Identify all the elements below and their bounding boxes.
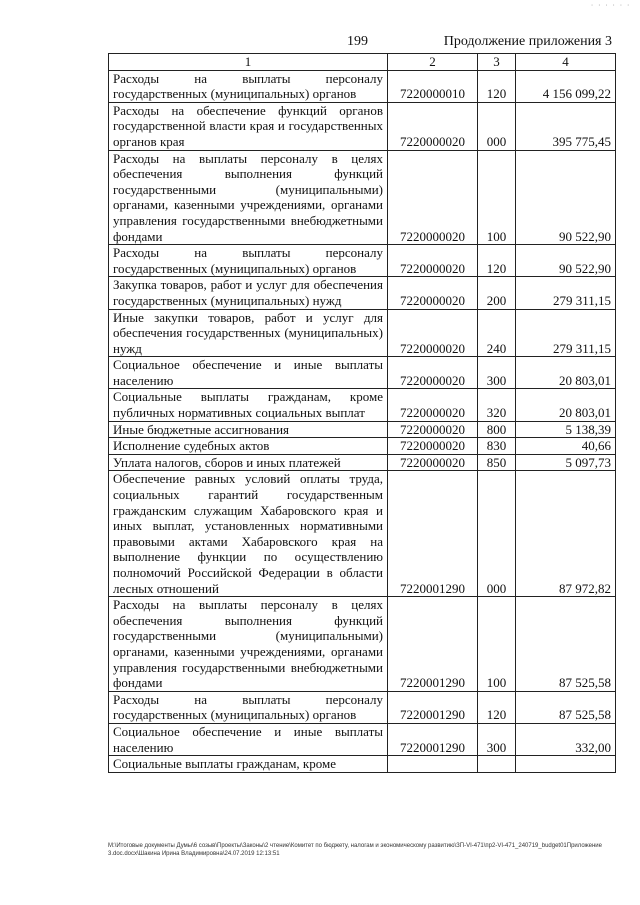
row-amount-cell — [516, 756, 616, 773]
table-row — [109, 102, 616, 150]
table-row — [109, 70, 616, 102]
row-type-cell: 800 — [478, 421, 516, 438]
row-amount-cell: 40,66 — [516, 438, 616, 455]
row-type-cell: 000 — [478, 102, 516, 150]
table-row — [109, 421, 616, 438]
row-type-cell: 120 — [478, 691, 516, 723]
row-code-cell: 7220000020 — [388, 389, 478, 421]
column-header-3: 3 — [478, 54, 516, 71]
row-code-cell — [388, 756, 478, 773]
row-amount-cell: 90 522,90 — [516, 150, 616, 245]
row-type-cell: 000 — [478, 471, 516, 597]
row-type-cell: 300 — [478, 723, 516, 755]
row-amount-cell: 332,00 — [516, 723, 616, 755]
budget-table — [108, 53, 616, 773]
row-type-cell: 320 — [478, 389, 516, 421]
row-amount-cell: 279 311,15 — [516, 277, 616, 309]
table-row — [109, 597, 616, 692]
row-code-cell: 7220000020 — [388, 454, 478, 471]
table-row — [109, 454, 616, 471]
row-name-cell: Расходы на выплаты персоналу в целях обеспечения выполнения функций государственными (муниципальными) органами, казенными учреждениями, органами управления государственными внебюджетными фондами — [109, 597, 388, 692]
column-header-1: 1 — [109, 54, 388, 71]
row-code-cell: 7220000020 — [388, 150, 478, 245]
row-type-cell: 120 — [478, 245, 516, 277]
table-row — [109, 438, 616, 455]
row-amount-cell: 90 522,90 — [516, 245, 616, 277]
table-row — [109, 471, 616, 597]
table-row — [109, 150, 616, 245]
row-name-cell: Социальные выплаты гражданам, кроме публичных нормативных социальных выплат — [109, 389, 388, 421]
row-amount-cell: 20 803,01 — [516, 357, 616, 389]
row-code-cell: 7220000020 — [388, 277, 478, 309]
table-row — [109, 756, 616, 773]
page-header — [0, 34, 640, 52]
row-type-cell: 100 — [478, 150, 516, 245]
table-row — [109, 357, 616, 389]
row-type-cell: 300 — [478, 357, 516, 389]
scan-corner-mark: · · · · · · — [590, 2, 630, 9]
row-code-cell: 7220001290 — [388, 597, 478, 692]
row-name-cell: Расходы на выплаты персоналу государственных (муниципальных) органов — [109, 691, 388, 723]
row-name-cell: Обеспечение равных условий оплаты труда, социальных гарантий государственным гражданским служащим Хабаровского края и иных выплат, установленных нормативными правовыми актами Хабаровского края на выполнение функции по осуществлению полномочий Российской Федерации в области лесных отношений — [109, 471, 388, 597]
row-code-cell: 7220001290 — [388, 471, 478, 597]
page-number: 199 — [347, 34, 368, 49]
file-path-footer: M:\Итоговые документы Думы\6 созыв\Проекты\Законы\2 чтение\Комитет по бюджету, налогам и экономическому развитию\ЗП-VI-471\пр2-VI-471_240719_budget01Приложение 3.doc.docx\Шакина Ирина Владимировна\24.07.2019 12:13:51 — [108, 843, 602, 857]
row-name-cell: Расходы на выплаты персоналу государственных (муниципальных) органов — [109, 70, 388, 102]
row-type-cell: 200 — [478, 277, 516, 309]
row-type-cell: 120 — [478, 70, 516, 102]
row-name-cell: Социальные выплаты гражданам, кроме — [109, 756, 388, 773]
row-amount-cell: 395 775,45 — [516, 102, 616, 150]
table-row — [109, 309, 616, 357]
row-amount-cell: 87 525,58 — [516, 691, 616, 723]
row-name-cell: Исполнение судебных актов — [109, 438, 388, 455]
row-type-cell: 830 — [478, 438, 516, 455]
table-row — [109, 691, 616, 723]
column-number-row — [109, 54, 616, 71]
row-amount-cell: 87 972,82 — [516, 471, 616, 597]
row-amount-cell: 20 803,01 — [516, 389, 616, 421]
row-type-cell: 240 — [478, 309, 516, 357]
continuation-label: Продолжение приложения 3 — [443, 34, 612, 49]
row-name-cell: Закупка товаров, работ и услуг для обеспечения государственных (муниципальных) нужд — [109, 277, 388, 309]
row-name-cell: Социальное обеспечение и иные выплаты населению — [109, 723, 388, 755]
row-name-cell: Расходы на обеспечение функций органов государственной власти края и государственных органов края — [109, 102, 388, 150]
row-name-cell: Иные бюджетные ассигнования — [109, 421, 388, 438]
row-type-cell — [478, 756, 516, 773]
table-row — [109, 245, 616, 277]
row-code-cell: 7220000010 — [388, 70, 478, 102]
column-header-2: 2 — [388, 54, 478, 71]
row-name-cell: Уплата налогов, сборов и иных платежей — [109, 454, 388, 471]
row-name-cell: Расходы на выплаты персоналу в целях обеспечения выполнения функций государственными (муниципальными) органами, казенными учреждениями, органами управления государственными внебюджетными фондами — [109, 150, 388, 245]
row-amount-cell: 279 311,15 — [516, 309, 616, 357]
row-name-cell: Иные закупки товаров, работ и услуг для обеспечения государственных (муниципальных) нужд — [109, 309, 388, 357]
table-row — [109, 723, 616, 755]
column-header-4: 4 — [516, 54, 616, 71]
row-name-cell: Социальное обеспечение и иные выплаты населению — [109, 357, 388, 389]
row-code-cell: 7220000020 — [388, 245, 478, 277]
row-code-cell: 7220000020 — [388, 421, 478, 438]
row-code-cell: 7220000020 — [388, 438, 478, 455]
row-code-cell: 7220001290 — [388, 691, 478, 723]
table-row — [109, 277, 616, 309]
row-amount-cell: 5 138,39 — [516, 421, 616, 438]
row-amount-cell: 5 097,73 — [516, 454, 616, 471]
row-amount-cell: 4 156 099,22 — [516, 70, 616, 102]
table-row — [109, 389, 616, 421]
row-code-cell: 7220001290 — [388, 723, 478, 755]
row-code-cell: 7220000020 — [388, 309, 478, 357]
row-type-cell: 100 — [478, 597, 516, 692]
row-type-cell: 850 — [478, 454, 516, 471]
row-name-cell: Расходы на выплаты персоналу государственных (муниципальных) органов — [109, 245, 388, 277]
row-code-cell: 7220000020 — [388, 102, 478, 150]
row-code-cell: 7220000020 — [388, 357, 478, 389]
row-amount-cell: 87 525,58 — [516, 597, 616, 692]
